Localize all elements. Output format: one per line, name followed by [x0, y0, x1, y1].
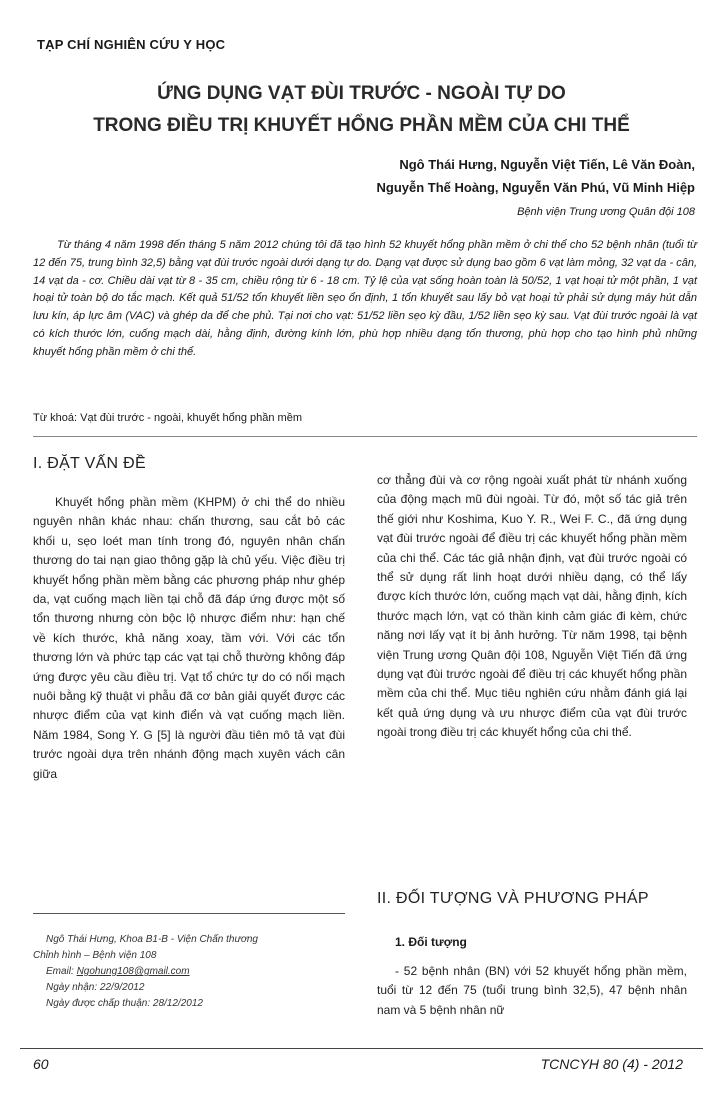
footer-divider	[20, 1048, 703, 1049]
subsection-heading-subjects: 1. Đối tượng	[395, 935, 467, 949]
authors-line-2: Nguyễn Thế Hoàng, Nguyễn Văn Phú, Vũ Minh Hiệp	[376, 180, 695, 195]
article-title-line-1: ỨNG DỤNG VẠT ĐÙI TRƯỚC - NGOÀI TỰ DO	[157, 83, 566, 104]
article-title-line-2: TRONG ĐIỀU TRỊ KHUYẾT HỔNG PHẦN MỀM CỦA CHI THỂ	[93, 115, 630, 136]
authors-line-1: Ngô Thái Hưng, Nguyễn Việt Tiến, Lê Văn Đoàn,	[399, 157, 695, 172]
subjects-text: - 52 bệnh nhân (BN) với 52 khuyết hổng phần mềm, tuổi từ 12 đến 75 (tuổi trung bình 32,5), 47 bệnh nhân nam và 5 bệnh nhân nữ	[377, 964, 687, 1017]
section-heading-methods: II. ĐỐI TƯỢNG VÀ PHƯƠNG PHÁP	[377, 890, 649, 907]
footnote-divider	[33, 913, 345, 914]
journal-issue: TCNCYH 80 (4) - 2012	[540, 1056, 683, 1072]
author-affiliation: Bệnh viện Trung ương Quân đội 108	[517, 206, 695, 218]
journal-header: TẠP CHÍ NGHIÊN CỨU Y HỌC	[37, 37, 226, 52]
keywords-label: Từ khoá:	[33, 412, 78, 424]
email-link[interactable]: Ngohung108@gmail.com	[76, 966, 190, 977]
abstract: Từ tháng 4 năm 1998 đến tháng 5 năm 2012 chúng tôi đã tạo hình 52 khuyết hổng phần mềm ở chi thể cho 52 bệnh nhân (tuổi từ 12 đến 75, trung bình 32,5) bằng vạt đùi trước ngoài dưới dạng tự do. Dạng vạt được sử dụng bao gồm 6 vạt làm mỏng, 32 vạt da - cân, 14 vạt da - cơ. Chiều dài vạt từ 8 - 35 cm, chiều rộng từ 6 - 18 cm. Tỷ lệ của vạt sống hoàn toàn là 50/52, 1 vạt hoại tử một phần, 1 vạt hoại tử toàn bộ do tắc mạch. Kết quả 51/52 tổn khuyết liền sẹo ổn định, 1 tổn khuyết sau lấy bỏ vạt hoại tử phải sử dụng máy hút dẫn lưu kín, áp lực âm (VAC) và ghép da để che phủ. Tại nơi cho vạt: 51/52 liền sẹo kỳ đầu, 1/52 liền sẹo kỳ sau. Vạt đùi trước ngoài là vạt có kích thước lớn, cuống mạch dài, hằng định, đường kính lớn, phù hợp nhiều dạng tổn thương, phù hợp cho tạo hình phủ những khuyết hổng phần mềm ở chi thể.	[33, 239, 697, 358]
footnote-author-line-2: Chỉnh hình – Bệnh viện 108	[33, 950, 157, 961]
introduction-right-column: cơ thẳng đùi và cơ rộng ngoài xuất phát từ nhánh xuống của động mạch mũ đùi ngoài. Từ đó, một số tác giả trên thế giới như Koshima, Kuo Y. R., Wei F. C., đã ứng dụng vạt đùi trước ngoài để điều trị các khuyết hổng phần mềm của chi thể. Các tác giả nhận định, vạt đùi trước ngoài có thể sử dụng rất linh hoạt dưới nhiều dạng, có thể lấy được kích thước lớn, cuống mạch vạt dài, hằng định, kích thước mạch lớn, vạt có thần kinh cảm giác đi kèm, chức năng nơi lấy vạt ít bị ảnh hưởng. Từ năm 1998, tại bệnh viện Trung ương Quân đội 108, Nguyễn Việt Tiến đã ứng dụng vạt đùi trước ngoài để điều trị các khuyết hổng phần mềm của chi thể. Mục tiêu nghiên cứu nhằm đánh giá lại kết quả ứng dụng và ưu nhược điểm của vạt đùi trước ngoài trong điều trị các khuyết hổng của chi thể.	[377, 473, 687, 740]
introduction-left-column: Khuyết hổng phần mềm (KHPM) ở chi thể do nhiều nguyên nhân khác nhau: chấn thương, sau cắt bỏ các khối u, sẹo loét man tính trong đó, nguyên nhân chấn thương do tai nạn giao thông gặp là chủ yếu. Việc điều trị khuyết hổng phần mềm bằng các phương pháp như ghép da, vạt cuống mạch liền tại chỗ đã đáp ứng được một số tổn thương nhưng còn bộc lộ nhược điểm như: hạn chế về kích thước, khả năng xoay, tầm với. Với các tổn thương lớn và phức tạp các vạt tại chỗ thường không đáp ứng được yêu cầu điều trị. Vạt tổ chức tự do có nối mạch nuôi bằng kỹ thuật vi phẫu đã cơ bản giải quyết được các nhược điểm của vạt kinh điển và vạt cuống mạch liền. Năm 1984, Song Y. G [5] là người đầu tiên mô tả vạt đùi trước ngoài dựa trên nhánh động mạch xuyên vách cân giữa	[33, 495, 345, 781]
footnote-email	[46, 964, 190, 981]
section-heading-introduction: I. ĐẶT VẤN ĐỀ	[33, 455, 146, 472]
footnote-received: Ngày nhận: 22/9/2012	[46, 982, 145, 993]
footnote-author-line-1: Ngô Thái Hưng, Khoa B1-B - Viện Chấn thương	[46, 934, 258, 945]
keywords	[33, 412, 302, 424]
header-divider	[33, 436, 697, 437]
footnote-accepted: Ngày được chấp thuận: 28/12/2012	[46, 998, 203, 1009]
keywords-text: Vạt đùi trước - ngoài, khuyết hổng phần mềm	[80, 412, 302, 424]
page-number: 60	[33, 1056, 49, 1072]
email-label: Email:	[46, 966, 74, 977]
